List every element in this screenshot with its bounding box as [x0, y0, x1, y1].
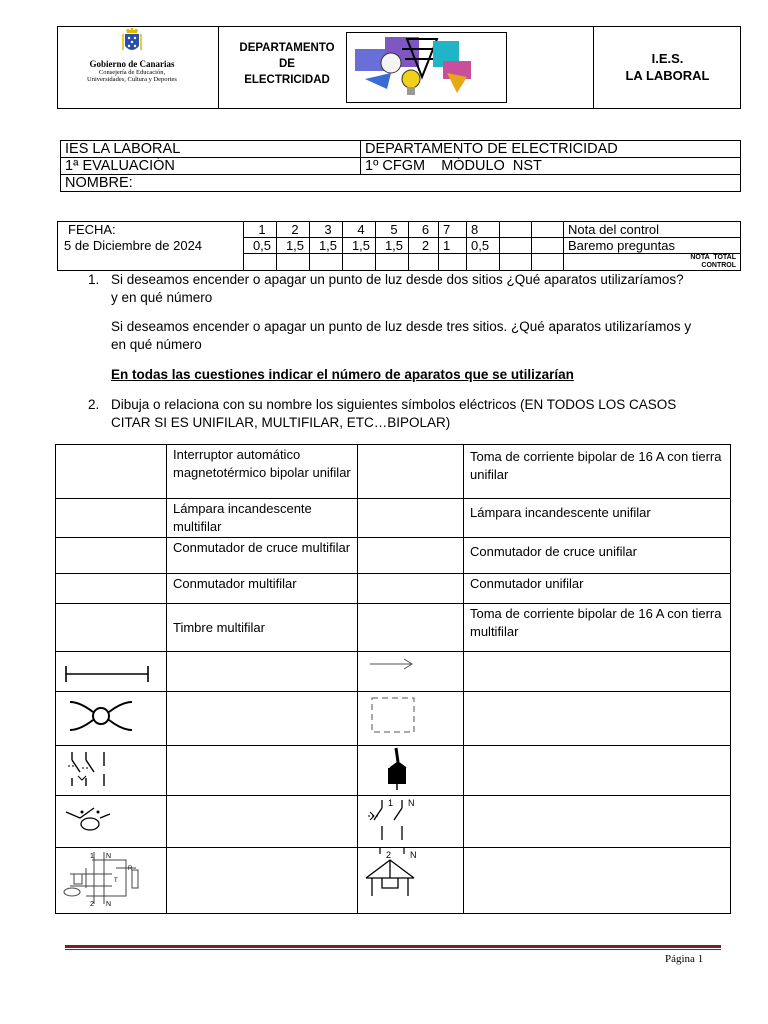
- total-label-2: CONTROL: [701, 262, 736, 269]
- symbol-cell-2: [358, 652, 464, 692]
- question-2-number: 2.: [88, 397, 100, 412]
- question-num-6: 6: [409, 222, 439, 238]
- name-cell-l1: Interruptor automático magnetotérmico bipolar unifilar: [167, 445, 358, 499]
- bell-conductor-symbol-icon: [56, 652, 156, 686]
- school-line-1: I.E.S.: [651, 51, 684, 66]
- symbol-cell-7: [56, 796, 167, 848]
- push-button-symbol-icon: [358, 746, 458, 790]
- name-cell-l4: Conmutador multifilar: [167, 574, 358, 604]
- label-r: R: [128, 866, 133, 872]
- points-10: [532, 238, 564, 254]
- question-1-line-2: y en qué número: [111, 290, 213, 305]
- question-1-line-1: Si deseamos encender o apagar un punto de luz desde dos sitios ¿Qué aparatos utilizaríamos?: [111, 272, 684, 287]
- question-2-text: [111, 396, 731, 432]
- points-7: 1: [439, 238, 467, 254]
- symbol-answer-9[interactable]: [167, 848, 358, 914]
- differential-circuit-symbol-icon: [56, 848, 156, 908]
- label-t: T: [114, 878, 118, 884]
- dept-line-3: ELECTRICIDAD: [244, 74, 330, 86]
- score-1[interactable]: [244, 254, 277, 271]
- lamp-multifilar-symbol-icon: [56, 692, 156, 740]
- points-4: 1,5: [343, 238, 376, 254]
- answer-cell-r3[interactable]: [358, 538, 464, 574]
- footer-line-thick: [65, 945, 721, 948]
- name-cell-r5: Toma de corriente bipolar de 16 A con tierra multifilar: [464, 604, 731, 652]
- name-cell-r1: Toma de corriente bipolar de 16 A con tierra unifilar: [464, 445, 731, 499]
- answer-cell-l5[interactable]: [56, 604, 167, 652]
- label-2: 2: [90, 901, 94, 908]
- question-num-2: 2: [277, 222, 310, 238]
- symbol-answer-2[interactable]: [464, 652, 731, 692]
- logo-subtitle-2: Universidades, Cultura y Deportes: [87, 76, 177, 83]
- date-cell: [58, 222, 244, 271]
- label-n: N: [106, 853, 112, 860]
- question-1b-line-1: Si deseamos encender o apagar un punto de luz desde tres sitios. ¿Qué aparatos utilizaríamos y: [111, 319, 692, 334]
- answer-cell-l4[interactable]: [56, 574, 167, 604]
- socket-symbol-icon: [358, 848, 458, 908]
- breaker-switch-symbol-icon: [56, 746, 156, 790]
- symbol-answer-5[interactable]: [167, 746, 358, 796]
- question-num-5: 5: [376, 222, 409, 238]
- answer-cell-r2[interactable]: [358, 499, 464, 538]
- page-number: Página 1: [665, 953, 704, 965]
- question-num-9: [500, 222, 532, 238]
- symbol-answer-1[interactable]: [167, 652, 358, 692]
- grading-table: [57, 221, 741, 271]
- name-field[interactable]: NOMBRE:: [61, 175, 741, 192]
- logo-subtitle-1: Consejería de Educación,: [98, 69, 166, 76]
- score-9[interactable]: [500, 254, 532, 271]
- answer-cell-r5[interactable]: [358, 604, 464, 652]
- nota-label: Nota del control: [564, 222, 741, 238]
- question-num-8: 8: [467, 222, 500, 238]
- footer-line-thin: [65, 949, 721, 950]
- student-info-table: [60, 140, 741, 192]
- answer-cell-l3[interactable]: [56, 538, 167, 574]
- question-num-10: [532, 222, 564, 238]
- score-6[interactable]: [409, 254, 439, 271]
- symbols-table: [55, 444, 731, 914]
- question-num-7: 7: [439, 222, 467, 238]
- coat-of-arms-icon: [62, 28, 202, 58]
- symbol-cell-8: [358, 796, 464, 848]
- module-cell: 1º CFGM MÓDULO NST: [361, 158, 741, 175]
- score-8[interactable]: [467, 254, 500, 271]
- points-9: [500, 238, 532, 254]
- question-1-text: [111, 271, 731, 307]
- points-2: 1,5: [277, 238, 310, 254]
- name-cell-l3: Conmutador de cruce multifilar: [167, 538, 358, 574]
- symbol-answer-7[interactable]: [167, 796, 358, 848]
- symbol-cell-1: [56, 652, 167, 692]
- symbol-cell-3: [56, 692, 167, 746]
- points-3: 1,5: [310, 238, 343, 254]
- name-cell-l5: Timbre multifilar: [167, 604, 358, 652]
- gobierno-canarias-logo: [62, 28, 202, 92]
- school-line-2: LA LABORAL: [625, 68, 710, 83]
- question-num-3: 3: [310, 222, 343, 238]
- score-7[interactable]: [439, 254, 467, 271]
- arrow-symbol-icon: [358, 652, 458, 686]
- dept-line-1: DEPARTAMENTO: [239, 42, 335, 54]
- label-1-upper: 1: [388, 798, 394, 808]
- header-divider-1: [218, 26, 219, 109]
- school-name: [594, 50, 741, 84]
- symbol-answer-3[interactable]: [167, 692, 358, 746]
- label-1: 1: [90, 853, 94, 860]
- department-cell: DEPARTAMENTO DE ELECTRICIDAD: [361, 141, 741, 158]
- symbol-cell-4: [358, 692, 464, 746]
- dashed-box-symbol-icon: [358, 692, 458, 740]
- dept-line-2: DE: [279, 58, 295, 70]
- symbol-answer-4[interactable]: [464, 692, 731, 746]
- lamp-switch-symbol-icon: [56, 796, 156, 842]
- question-2-line-1: Dibuja o relaciona con su nombre los siguientes símbolos eléctricos (EN TODOS LOS CASOS: [111, 397, 677, 412]
- name-cell-r4: Conmutador unifilar: [464, 574, 731, 604]
- name-cell-r3: Conmutador de cruce unifilar: [464, 538, 731, 574]
- answer-cell-r4[interactable]: [358, 574, 464, 604]
- label-n-upper: N: [408, 798, 415, 808]
- question-num-4: 4: [343, 222, 376, 238]
- points-5: 1,5: [376, 238, 409, 254]
- points-8: 0,5: [467, 238, 500, 254]
- total-score-cell[interactable]: [564, 254, 741, 271]
- answer-cell-l1[interactable]: [56, 445, 167, 499]
- score-5[interactable]: [376, 254, 409, 271]
- question-1b-text: [111, 318, 731, 354]
- symbol-cell-10: [358, 848, 464, 914]
- label-n-lower: N: [106, 901, 112, 908]
- symbol-cell-6: [358, 746, 464, 796]
- name-cell-r2: Lámpara incandescente unifilar: [464, 499, 731, 538]
- symbol-answer-6[interactable]: [464, 746, 731, 796]
- question-2-line-2: CITAR SI ES UNIFILAR, MULTIFILAR, ETC…BIPOLAR): [111, 415, 451, 430]
- question-num-1: 1: [244, 222, 277, 238]
- score-10[interactable]: [532, 254, 564, 271]
- evaluation-cell: 1ª EVALUACIÓN: [61, 158, 361, 175]
- school-cell: IES LA LABORAL: [61, 141, 361, 158]
- label-2-lower: 2: [386, 850, 392, 860]
- question-1b-line-2: en qué número: [111, 337, 202, 352]
- total-label-1: NOTA TOTAL: [690, 254, 736, 261]
- electric-tower-clipart-icon: [347, 33, 506, 102]
- symbol-answer-10[interactable]: [464, 848, 731, 914]
- points-6: 2: [409, 238, 439, 254]
- label-n-right: N: [410, 850, 417, 860]
- answer-cell-r1[interactable]: [358, 445, 464, 499]
- symbol-answer-8[interactable]: [464, 796, 731, 848]
- symbol-cell-9: [56, 848, 167, 914]
- score-2[interactable]: [277, 254, 310, 271]
- logo-title: Gobierno de Canarias: [89, 59, 175, 69]
- date-label: FECHA:: [68, 222, 116, 237]
- department-title: [226, 40, 348, 88]
- name-cell-l2: Lámpara incandescente multifilar: [167, 499, 358, 538]
- points-1: 0,5: [244, 238, 277, 254]
- score-4[interactable]: [343, 254, 376, 271]
- symbol-cell-5: [56, 746, 167, 796]
- answer-cell-l2[interactable]: [56, 499, 167, 538]
- instruction-note: En todas las cuestiones indicar el número de aparatos que se utilizarían: [111, 367, 574, 382]
- date-value: 5 de Diciembre de 2024: [64, 238, 203, 253]
- differential-switch-symbol-icon: [358, 796, 458, 842]
- question-1-number: 1.: [88, 272, 100, 287]
- baremo-label: Baremo preguntas: [564, 238, 741, 254]
- score-3[interactable]: [310, 254, 343, 271]
- electricity-clipart: [346, 32, 507, 103]
